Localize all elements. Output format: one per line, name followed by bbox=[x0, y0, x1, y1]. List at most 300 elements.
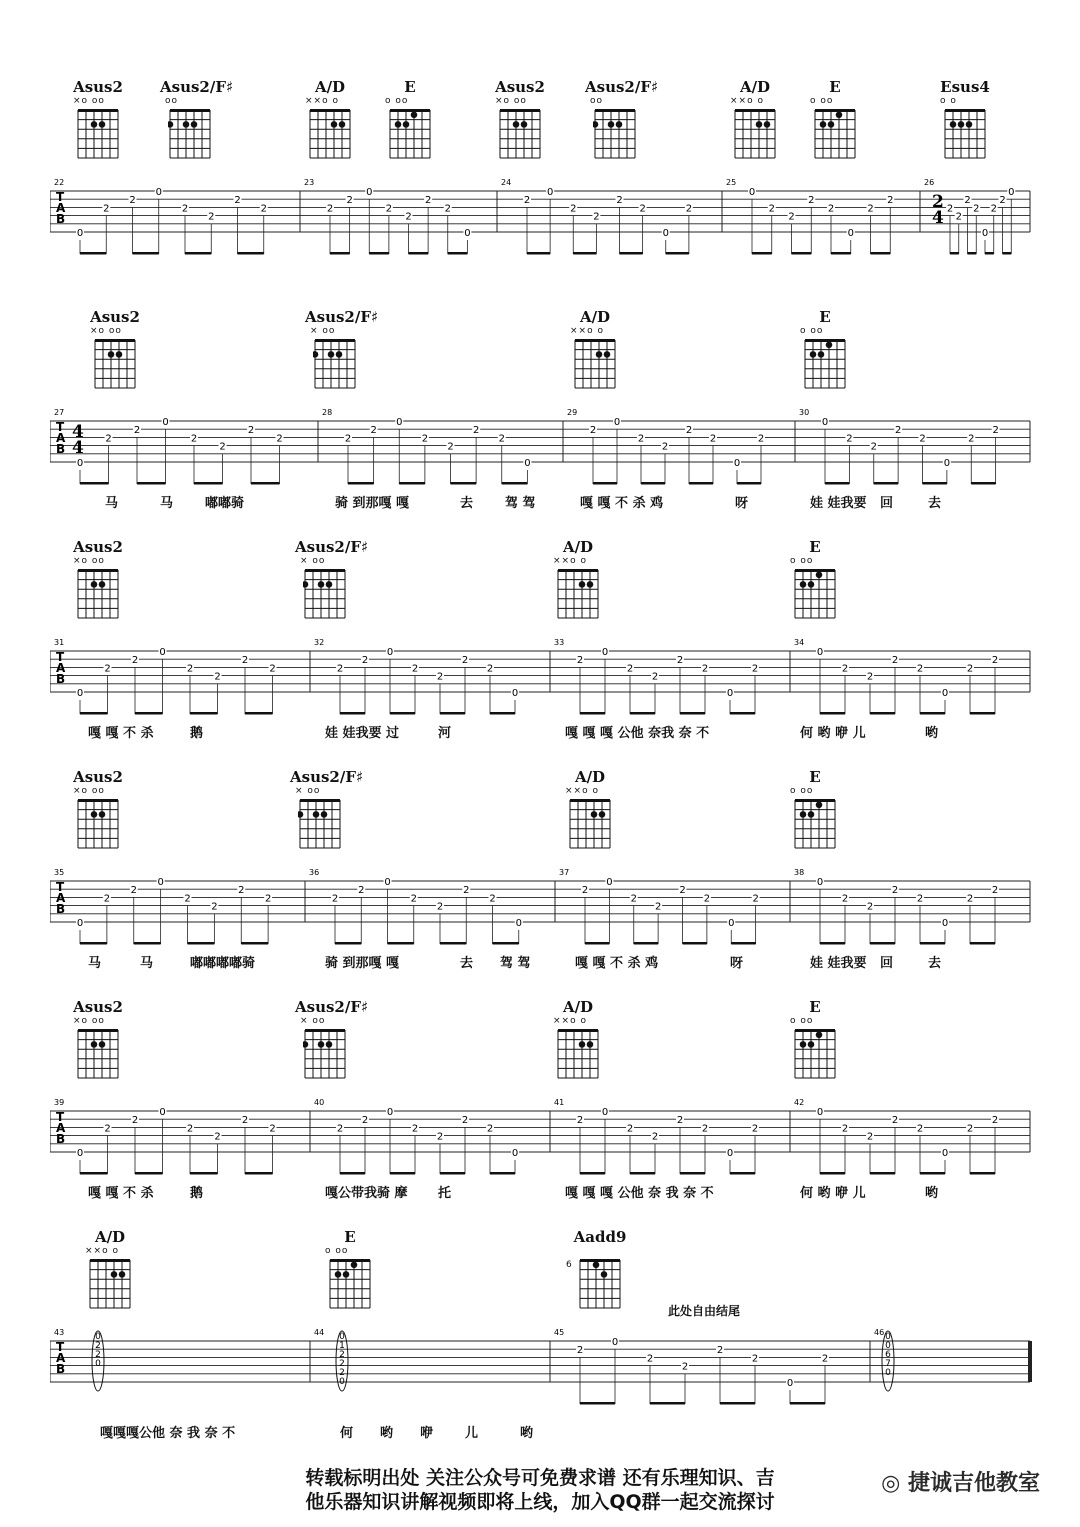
finger-dot bbox=[836, 112, 843, 119]
fret-number: 0 bbox=[726, 1148, 734, 1159]
lyric-word: 去 bbox=[460, 496, 474, 511]
fret-number: 0 bbox=[386, 647, 394, 658]
chord-name: Asus2/F♯ bbox=[305, 308, 379, 326]
chord-grid bbox=[308, 108, 352, 160]
chord-name: A/D bbox=[739, 78, 771, 96]
fret-number: 2 bbox=[344, 433, 352, 445]
fret-number: 0 bbox=[76, 458, 84, 469]
fret-number: 0 bbox=[941, 1148, 949, 1159]
lyric-word: 马 bbox=[160, 496, 174, 511]
fret-number: 2 bbox=[358, 885, 365, 897]
fret-number: 2 bbox=[339, 1350, 345, 1360]
fret-number: 0 bbox=[613, 417, 621, 428]
time-signature: 2 bbox=[932, 192, 944, 212]
lyric-word: 哟 bbox=[925, 1186, 939, 1201]
fret-number: 2 bbox=[260, 203, 267, 215]
fret-number: 2 bbox=[424, 195, 432, 207]
lyric-word: 托 bbox=[438, 1186, 452, 1201]
chord-grid bbox=[556, 568, 600, 620]
fret-number: 0 bbox=[155, 187, 162, 198]
fret-number: 2 bbox=[269, 663, 276, 675]
fret-number: 2 bbox=[436, 901, 444, 913]
finger-dot bbox=[313, 811, 320, 818]
fret-number: 2 bbox=[498, 433, 505, 445]
fret-number: 2 bbox=[133, 425, 141, 437]
chord-open-mute-marks: ×o oo bbox=[73, 556, 105, 566]
fret-number: 0 bbox=[76, 228, 84, 239]
chord-name: Esus4 bbox=[940, 78, 990, 96]
finger-dot bbox=[111, 1271, 118, 1278]
lyric-word: 哟 bbox=[520, 1426, 534, 1441]
tab-clef-letter: T bbox=[56, 1340, 65, 1354]
fret-number: 0 bbox=[885, 1368, 891, 1378]
fret-number: 2 bbox=[95, 1341, 101, 1351]
lyric-word: 马 bbox=[88, 956, 102, 971]
finger-dot bbox=[313, 351, 318, 358]
fret-number: 2 bbox=[411, 663, 419, 675]
fret-number: 2 bbox=[581, 885, 589, 897]
chord-name: A/D bbox=[562, 538, 594, 556]
tab-clef-letter: B bbox=[56, 212, 66, 226]
fret-number: 0 bbox=[366, 187, 373, 198]
chord-grid bbox=[76, 1028, 120, 1080]
fret-number: 2 bbox=[841, 663, 849, 675]
lyric-word: 呀 bbox=[735, 496, 749, 511]
fret-number: 2 bbox=[891, 885, 899, 897]
chord-open-mute-marks: o o bbox=[940, 96, 957, 106]
finger-dot bbox=[601, 1271, 608, 1278]
finger-dot bbox=[966, 121, 973, 128]
fret-number: 0 bbox=[821, 417, 829, 428]
brand-watermark: ◎ 捷诚吉他教室 bbox=[881, 1471, 1040, 1496]
finger-dot bbox=[800, 581, 807, 588]
fret-number: 2 bbox=[991, 655, 999, 667]
finger-dot bbox=[808, 811, 815, 818]
fret-number: 2 bbox=[103, 203, 110, 215]
fret-number: 2 bbox=[891, 1115, 899, 1127]
fret-number: 2 bbox=[626, 1123, 634, 1135]
lyric-word: 回 bbox=[880, 956, 894, 971]
lyric-word: 何 bbox=[340, 1426, 354, 1441]
fret-number: 0 bbox=[157, 877, 164, 888]
fret-number: 2 bbox=[701, 663, 709, 675]
fret-number: 0 bbox=[601, 647, 609, 658]
fret-number: 0 bbox=[728, 918, 735, 929]
chord-open-mute-marks: ×o oo bbox=[73, 786, 105, 796]
fret-number: 0 bbox=[601, 1107, 609, 1118]
fret-number: 2 bbox=[326, 203, 334, 215]
fret-number: 2 bbox=[946, 203, 954, 215]
time-signature: 4 bbox=[72, 422, 84, 442]
measure-number: 29 bbox=[567, 408, 578, 417]
finger-dot bbox=[756, 121, 763, 128]
finger-dot bbox=[335, 1271, 342, 1278]
fret-number: 0 bbox=[941, 688, 949, 699]
measure-number: 38 bbox=[794, 868, 805, 877]
finger-dot bbox=[764, 121, 771, 128]
finger-dot bbox=[99, 581, 106, 588]
finger-dot bbox=[303, 1041, 308, 1048]
fret-number: 0 bbox=[76, 1148, 84, 1159]
finger-dot bbox=[328, 351, 335, 358]
chord-grid bbox=[168, 108, 212, 160]
fret-number: 2 bbox=[421, 433, 429, 445]
lyric-word: 呀 bbox=[730, 956, 744, 971]
chord-open-mute-marks: o oo bbox=[800, 326, 824, 336]
measure-number: 22 bbox=[54, 178, 65, 187]
fret-number: 2 bbox=[676, 655, 684, 667]
chord-open-mute-marks: ××o o bbox=[570, 326, 604, 336]
measure-number: 46 bbox=[874, 1328, 885, 1337]
fret-number: 2 bbox=[576, 1345, 584, 1357]
lyric-word: 嘎 嘎 嘎 公他 奈 我 奈 不 bbox=[565, 1186, 714, 1201]
chord-grid bbox=[298, 798, 342, 850]
chord-open-mute-marks: ××o o bbox=[553, 556, 587, 566]
measure-number: 28 bbox=[322, 408, 333, 417]
fret-number: 2 bbox=[211, 901, 218, 913]
fret-number: 2 bbox=[208, 211, 215, 223]
chord-name: E bbox=[819, 308, 831, 326]
finger-dot bbox=[191, 121, 198, 128]
measure-number: 35 bbox=[54, 868, 65, 877]
fret-number: 2 bbox=[916, 893, 924, 905]
tab-clef-letter: B bbox=[56, 902, 66, 916]
chord-name: E bbox=[344, 1228, 356, 1246]
lyric-word: 鹅 bbox=[190, 1186, 204, 1201]
chord-name: Asus2/F♯ bbox=[295, 538, 369, 556]
finger-dot bbox=[808, 1041, 815, 1048]
finger-dot bbox=[326, 1041, 333, 1048]
chord-name: E bbox=[809, 538, 821, 556]
fret-number: 0 bbox=[386, 1107, 394, 1118]
chord-name: E bbox=[809, 768, 821, 786]
finger-dot bbox=[816, 572, 823, 579]
fret-number: 0 bbox=[816, 647, 824, 658]
fret-number: 2 bbox=[992, 425, 999, 437]
fret-number: 2 bbox=[190, 433, 198, 445]
fret-number: 2 bbox=[751, 663, 759, 675]
measure-number: 41 bbox=[554, 1098, 565, 1107]
tab-clef-letter: A bbox=[56, 661, 66, 675]
fret-number: 0 bbox=[847, 228, 854, 239]
fret-number: 2 bbox=[186, 663, 194, 675]
fret-number: 0 bbox=[885, 1341, 891, 1351]
fret-number: 0 bbox=[748, 187, 756, 198]
chord-grid bbox=[573, 338, 617, 390]
fret-number: 2 bbox=[336, 1123, 344, 1135]
tab-clef-letter: A bbox=[56, 1121, 66, 1135]
fret-number: 2 bbox=[991, 1115, 999, 1127]
chord-open-mute-marks: ×o oo bbox=[73, 96, 105, 106]
fret-number: 2 bbox=[130, 885, 137, 897]
lyric-word: 儿 bbox=[465, 1426, 479, 1441]
lyric-word: 何 哟 咿 儿 bbox=[800, 726, 866, 741]
fret-number: 2 bbox=[405, 211, 412, 223]
fret-number: 2 bbox=[676, 1115, 684, 1127]
fret-number: 2 bbox=[486, 663, 494, 675]
chord-open-mute-marks: oo bbox=[165, 96, 179, 106]
fret-number: 0 bbox=[941, 918, 949, 929]
fret-number: 2 bbox=[752, 893, 759, 905]
measure-number: 44 bbox=[314, 1328, 325, 1337]
lyric-word: 嘎公带我骑 摩 bbox=[325, 1186, 408, 1201]
fret-number: 2 bbox=[247, 425, 255, 437]
lyric-word: 嘎 嘎 嘎 公他 奈我 奈 不 bbox=[565, 726, 710, 741]
finger-dot bbox=[599, 811, 606, 818]
fret-number: 2 bbox=[639, 203, 646, 215]
finger-dot bbox=[91, 121, 98, 128]
fret-number: 0 bbox=[95, 1359, 101, 1369]
finger-dot bbox=[513, 121, 520, 128]
chord-name: Asus2 bbox=[73, 538, 123, 556]
fret-number: 2 bbox=[576, 1115, 584, 1127]
finger-dot bbox=[521, 121, 528, 128]
finger-dot bbox=[958, 121, 965, 128]
measure-number: 37 bbox=[559, 868, 570, 877]
fret-number: 2 bbox=[887, 195, 894, 207]
chord-open-mute-marks: × oo bbox=[300, 556, 326, 566]
chord-grid bbox=[803, 338, 847, 390]
lyric-word: 回 bbox=[880, 496, 894, 511]
lyric-word: 嘎 嘎 不 杀 鸡 bbox=[580, 496, 664, 511]
chord-grid bbox=[88, 1258, 132, 1310]
chord-name: Aadd9 bbox=[573, 1228, 627, 1246]
fret-number: 2 bbox=[103, 893, 111, 905]
fret-number: 6 bbox=[885, 1350, 891, 1360]
lyrics-line bbox=[0, 722, 1080, 742]
measure-number: 25 bbox=[726, 178, 737, 187]
fret-number: 2 bbox=[709, 433, 717, 445]
finger-dot bbox=[820, 121, 827, 128]
fret-number: 2 bbox=[788, 211, 795, 223]
time-signature: 4 bbox=[932, 208, 944, 228]
fret-number: 0 bbox=[611, 1337, 619, 1348]
fret-number: 2 bbox=[757, 433, 765, 445]
tab-clef-letter: A bbox=[56, 1351, 66, 1365]
finger-dot bbox=[596, 351, 603, 358]
finger-dot bbox=[608, 121, 615, 128]
chord-name: Asus2 bbox=[495, 78, 545, 96]
finger-dot bbox=[591, 811, 598, 818]
fret-number: 0 bbox=[662, 228, 669, 239]
measure-number: 40 bbox=[314, 1098, 325, 1107]
finger-dot bbox=[826, 342, 833, 349]
fret-number: 2 bbox=[219, 441, 226, 453]
finger-dot bbox=[303, 581, 308, 588]
finger-dot bbox=[116, 351, 123, 358]
fret-number: 2 bbox=[964, 195, 971, 207]
chord-grid bbox=[328, 1258, 372, 1310]
fret-number: 2 bbox=[463, 885, 470, 897]
fret-number: 2 bbox=[661, 441, 669, 453]
footer-line-1: 转载标明出处 关注公众号可免费求谱 还有乐理知识、吉 bbox=[305, 1467, 775, 1489]
finger-dot bbox=[343, 1271, 350, 1278]
finger-dot bbox=[604, 351, 611, 358]
fret-number: 2 bbox=[339, 1368, 345, 1378]
fret-number: 2 bbox=[104, 663, 111, 675]
chord-open-mute-marks: ××o o bbox=[305, 96, 339, 106]
fret-number: 2 bbox=[241, 655, 249, 667]
chord-name: A/D bbox=[562, 998, 594, 1016]
fret-number: 2 bbox=[616, 195, 623, 207]
fret-number: 2 bbox=[685, 425, 693, 437]
footer-line-2: 他乐器知识讲解视频即将上线，加入QQ群一起交流探讨 bbox=[305, 1491, 775, 1513]
chord-open-mute-marks: ×o oo bbox=[90, 326, 122, 336]
fret-number: 2 bbox=[955, 211, 962, 223]
finger-dot bbox=[800, 811, 807, 818]
fret-number: 2 bbox=[186, 1123, 194, 1135]
fret-number: 2 bbox=[891, 655, 899, 667]
fret-number: 2 bbox=[276, 433, 283, 445]
fret-number: 2 bbox=[436, 1131, 444, 1143]
chord-grid bbox=[93, 338, 137, 390]
fret-number: 2 bbox=[966, 1123, 974, 1135]
fret-number: 2 bbox=[489, 893, 496, 905]
fret-number: 2 bbox=[870, 441, 877, 453]
fret-number: 2 bbox=[968, 433, 975, 445]
finger-dot bbox=[816, 802, 823, 809]
chord-open-mute-marks: o oo bbox=[325, 1246, 349, 1256]
fret-number: 2 bbox=[181, 203, 189, 215]
fret-number: 0 bbox=[816, 1107, 824, 1118]
chord-open-mute-marks: oo bbox=[590, 96, 604, 106]
fret-number: 0 bbox=[162, 417, 169, 428]
chord-name: Asus2/F♯ bbox=[290, 768, 364, 786]
finger-dot bbox=[587, 581, 594, 588]
fret-number: 7 bbox=[885, 1359, 891, 1369]
fret-number: 2 bbox=[646, 1353, 654, 1365]
fret-number: 2 bbox=[184, 893, 191, 905]
finger-dot bbox=[119, 1271, 126, 1278]
lyric-word: 娃 娃我要 bbox=[810, 496, 867, 511]
lyric-word: 哟 bbox=[380, 1426, 394, 1441]
fret-number: 2 bbox=[486, 1123, 494, 1135]
finger-dot bbox=[326, 581, 333, 588]
chord-name: Asus2/F♯ bbox=[160, 78, 234, 96]
fret-number: 0 bbox=[76, 918, 84, 929]
chord-grid bbox=[568, 798, 612, 850]
fret-number: 0 bbox=[511, 688, 519, 699]
lyric-word: 娃 娃我要 过 bbox=[325, 726, 400, 741]
finger-dot bbox=[403, 121, 410, 128]
lyric-word: 驾 驾 bbox=[500, 956, 531, 971]
chord-fret-number: 6 bbox=[566, 1260, 572, 1270]
fret-number: 2 bbox=[461, 655, 469, 667]
fret-number: 2 bbox=[95, 1350, 101, 1360]
measure-number: 32 bbox=[314, 638, 325, 647]
fret-number: 2 bbox=[214, 671, 221, 683]
chord-grid bbox=[578, 1258, 622, 1310]
measure-number: 45 bbox=[554, 1328, 565, 1337]
fret-number: 2 bbox=[472, 425, 480, 437]
fret-number: 2 bbox=[966, 893, 974, 905]
free-ending-annotation: 此处自由结尾 bbox=[668, 1304, 741, 1318]
finger-dot bbox=[587, 1041, 594, 1048]
chord-name: Asus2 bbox=[90, 308, 140, 326]
fret-number: 2 bbox=[214, 1131, 221, 1143]
fret-number: 2 bbox=[751, 1123, 759, 1135]
lyric-word: 马 bbox=[105, 496, 119, 511]
chord-name: A/D bbox=[94, 1228, 126, 1246]
chord-grid bbox=[76, 798, 120, 850]
chord-open-mute-marks: ×o oo bbox=[495, 96, 527, 106]
fret-number: 2 bbox=[444, 203, 451, 215]
fret-number: 2 bbox=[841, 893, 849, 905]
lyric-word: 去 bbox=[928, 956, 942, 971]
fret-number: 0 bbox=[546, 187, 554, 198]
finger-dot bbox=[91, 581, 98, 588]
fret-number: 2 bbox=[346, 195, 353, 207]
time-signature: 4 bbox=[72, 438, 84, 458]
chord-grid bbox=[943, 108, 987, 160]
lyric-word: 嘎 嘎 不 杀 鸡 bbox=[575, 956, 659, 971]
measure-number: 36 bbox=[309, 868, 320, 877]
finger-dot bbox=[579, 581, 586, 588]
finger-dot bbox=[99, 121, 106, 128]
fret-number: 2 bbox=[999, 195, 1006, 207]
chord-open-mute-marks: × oo bbox=[300, 1016, 326, 1026]
finger-dot bbox=[593, 121, 598, 128]
fret-number: 2 bbox=[681, 1361, 689, 1373]
fret-number: 2 bbox=[827, 203, 835, 215]
fret-number: 2 bbox=[654, 901, 662, 913]
fret-number: 0 bbox=[515, 918, 522, 929]
fret-number: 2 bbox=[919, 433, 926, 445]
fret-number: 2 bbox=[841, 1123, 849, 1135]
chord-open-mute-marks: o oo bbox=[810, 96, 834, 106]
finger-dot bbox=[579, 1041, 586, 1048]
measure-number: 24 bbox=[501, 178, 512, 187]
lyrics-line bbox=[0, 492, 1080, 512]
tab-clef-letter: B bbox=[56, 672, 66, 686]
fret-number: 0 bbox=[384, 877, 391, 888]
tab-clef-letter: A bbox=[56, 431, 66, 445]
fret-number: 2 bbox=[679, 885, 686, 897]
fret-number: 2 bbox=[685, 203, 693, 215]
chord-name: Asus2 bbox=[73, 78, 123, 96]
finger-dot bbox=[91, 811, 98, 818]
fret-number: 0 bbox=[726, 688, 734, 699]
fret-number: 2 bbox=[105, 433, 112, 445]
fret-number: 2 bbox=[894, 425, 902, 437]
chord-name: E bbox=[404, 78, 416, 96]
finger-dot bbox=[91, 1041, 98, 1048]
finger-dot bbox=[336, 351, 343, 358]
tab-staff bbox=[50, 166, 1032, 296]
fret-number: 0 bbox=[943, 458, 951, 469]
fret-number: 2 bbox=[846, 433, 853, 445]
fret-number: 0 bbox=[786, 1378, 794, 1389]
fret-number: 2 bbox=[447, 441, 454, 453]
fret-number: 0 bbox=[816, 877, 824, 888]
fret-number: 2 bbox=[269, 1123, 276, 1135]
lyrics-line bbox=[0, 952, 1080, 972]
tab-clef-letter: T bbox=[56, 880, 65, 894]
fret-number: 2 bbox=[866, 671, 874, 683]
fret-number: 2 bbox=[570, 203, 577, 215]
fret-number: 2 bbox=[238, 885, 245, 897]
fret-number: 0 bbox=[606, 877, 613, 888]
finger-dot bbox=[99, 811, 106, 818]
fret-number: 0 bbox=[76, 688, 84, 699]
lyric-word: 鹅 bbox=[190, 726, 204, 741]
chord-open-mute-marks: × oo bbox=[310, 326, 336, 336]
finger-dot bbox=[298, 811, 303, 818]
fret-number: 2 bbox=[461, 1115, 469, 1127]
finger-dot bbox=[593, 1262, 600, 1269]
fret-number: 0 bbox=[159, 647, 166, 658]
finger-dot bbox=[818, 351, 825, 358]
